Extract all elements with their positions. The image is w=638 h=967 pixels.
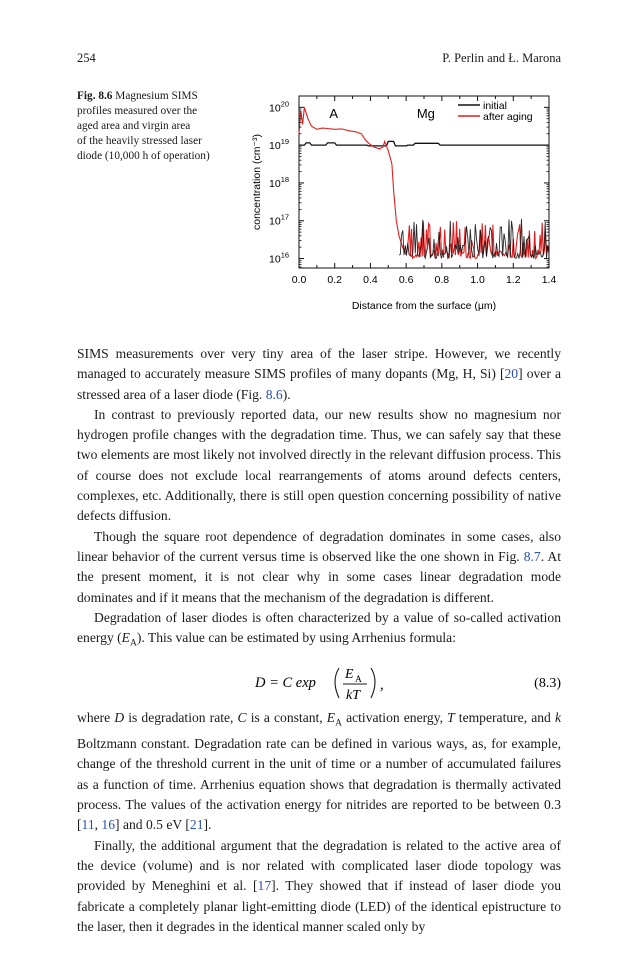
y-tick-base: 10 — [269, 140, 281, 153]
text-run: ] and 0.5 eV [ — [115, 817, 190, 833]
paragraph — [77, 608, 561, 654]
paragraph — [77, 405, 561, 527]
equation-denominator: kT — [346, 688, 360, 704]
y-tick-label — [269, 213, 289, 228]
y-tick-label — [269, 137, 289, 152]
caption-line: aged area and virgin area — [77, 120, 191, 133]
equation-lhs: D = C exp — [255, 675, 316, 692]
subscript: A — [335, 718, 342, 729]
text-run: SIMS measurements over very tiny area of the laser stripe. However, we recently managed to accurately measure SIMS profiles of many dopants (Mg, H, Si) [ — [77, 346, 561, 382]
subscript: A — [129, 638, 137, 649]
sims-chart — [244, 88, 564, 318]
reference-link[interactable]: 8.6 — [265, 386, 283, 402]
text-run: ]. They showed that if instead of laser diode you fabricate a completely planar light-emitting diode (LED) of the identical epistructure to the laser, then it degrades in the identical manner scaled only by — [77, 878, 561, 934]
math-symbol: C — [237, 710, 247, 726]
caption-line: of the heavily stressed laser — [77, 135, 202, 148]
chart-svg — [244, 88, 564, 318]
caption-label: Fig. 8.6 — [77, 90, 113, 102]
x-tick-label: 1.2 — [505, 274, 521, 286]
page-number: 254 — [77, 51, 96, 65]
equation-trailing-comma: , — [380, 677, 384, 694]
series-line-initial — [299, 141, 549, 146]
x-tick-label: 0.6 — [398, 274, 414, 286]
text-run: . At the present moment, it is not clear why in some cases linear degradation mode dominates and if it means that the mechanism of the degradation is different. — [77, 548, 561, 605]
text-run: activation energy, — [341, 710, 448, 726]
caption-line: diode (10,000 h of operation) — [77, 150, 210, 163]
legend-label: after aging — [483, 111, 533, 123]
reference-link[interactable]: 17 — [257, 878, 272, 894]
y-tick-base: 10 — [269, 177, 281, 190]
caption-line: profiles measured over the — [77, 105, 198, 118]
equation-numerator-sub: A — [355, 675, 362, 686]
text-run: is a constant, — [246, 710, 327, 726]
text-run: Boltzmann constant. Degradation rate can be defined in various ways, as, for example, change of the threshold current in the unit of time or a number of accumulated failures as a function of time. Arrhenius equation shows that degradation is thermally activated process. The values of the activation energy for nitrides are reported to be between 0.3 [ — [77, 736, 561, 833]
paragraph — [77, 836, 561, 937]
reference-link[interactable]: 21 — [189, 817, 204, 833]
x-tick-label: 0.8 — [434, 274, 450, 286]
equation-svg — [77, 654, 561, 708]
text-run: Though the square root dependence of degradation dominates in some cases, also linear behavior of the current versus time is observed like the one shown in Fig. — [77, 528, 561, 564]
y-axis-label: concentration (cm⁻³) — [251, 134, 263, 230]
reference-link[interactable]: 20 — [504, 366, 519, 382]
x-tick-label: 0.4 — [363, 274, 378, 286]
reference-link[interactable]: 11 — [81, 817, 95, 833]
equation-8-3 — [77, 654, 561, 708]
y-tick-base: 10 — [269, 253, 281, 266]
caption-line: Magnesium SIMS — [115, 90, 198, 102]
x-tick-label: 0.0 — [291, 274, 307, 286]
legend — [458, 100, 533, 123]
y-tick-exponent: 18 — [280, 174, 290, 184]
series-layer — [299, 107, 549, 258]
paren-right — [371, 668, 375, 698]
y-tick-label — [269, 175, 289, 190]
chart-annotation: A — [329, 105, 339, 121]
running-head-authors: P. Perlin and Ł. Marona — [442, 51, 561, 65]
paragraph — [77, 344, 561, 405]
y-tick-label — [269, 251, 289, 266]
paragraph — [77, 708, 561, 836]
math-symbol: E — [121, 630, 130, 646]
text-run: is degradation rate, — [124, 710, 238, 726]
text-run: where — [77, 710, 115, 726]
x-axis-label: Distance from the surface (μm) — [351, 300, 497, 312]
text-run: temperature, and — [454, 710, 555, 726]
y-tick-exponent: 19 — [280, 137, 290, 147]
text-run: Degradation of laser diodes is often characterized by a value of so-called activation energy ( — [77, 609, 561, 646]
text-run: ). This value can be estimated by using Arrhenius formula: — [136, 630, 456, 646]
equation-number: (8.3) — [534, 676, 561, 692]
equation-numerator: E — [345, 667, 354, 683]
text-run: ). — [282, 386, 291, 402]
text-run: Finally, the additional argument that the degradation is related to the active area of the device (volume) and is nor related with complicated laser diode topology was provided by Meneghini et al. [ — [77, 837, 561, 894]
body-text — [77, 344, 561, 937]
y-tick-exponent: 20 — [280, 99, 290, 109]
text-run: ]. — [203, 817, 212, 833]
reference-link[interactable]: 8.7 — [523, 548, 541, 564]
y-tick-base: 10 — [269, 215, 281, 228]
text-run: ] over a stressed area of a laser diode (Fig. — [77, 366, 561, 402]
x-tick-label: 1.4 — [541, 274, 557, 286]
x-tick-label: 1.0 — [470, 274, 485, 286]
y-tick-exponent: 16 — [280, 250, 290, 260]
math-symbol: T — [447, 710, 455, 726]
x-tick-label: 0.2 — [327, 274, 343, 286]
y-tick-label — [269, 99, 289, 114]
text-run: , — [94, 817, 102, 833]
reference-link[interactable]: 16 — [101, 817, 116, 833]
legend-label: initial — [483, 100, 507, 112]
math-symbol: k — [554, 710, 561, 726]
math-symbol: D — [114, 710, 125, 726]
figure-caption — [77, 89, 239, 164]
chart-annotation: Mg — [416, 105, 435, 121]
y-tick-base: 10 — [269, 102, 281, 115]
paren-left — [335, 668, 339, 698]
math-symbol: E — [326, 710, 336, 726]
text-run: In contrast to previously reported data, our new results show no magnesium nor hydrogen profile changes with the degradation time. Thus, we can safely say that these two elements are most likely not involved directly in the relevant diffusion process. This of course does not exclude local rearrangements of atoms around defects centers, complexes, etc. Additionally, there is still open question concerning possibility of native defects diffusion. — [77, 406, 561, 524]
paragraph — [77, 527, 561, 608]
y-tick-exponent: 17 — [280, 212, 290, 222]
